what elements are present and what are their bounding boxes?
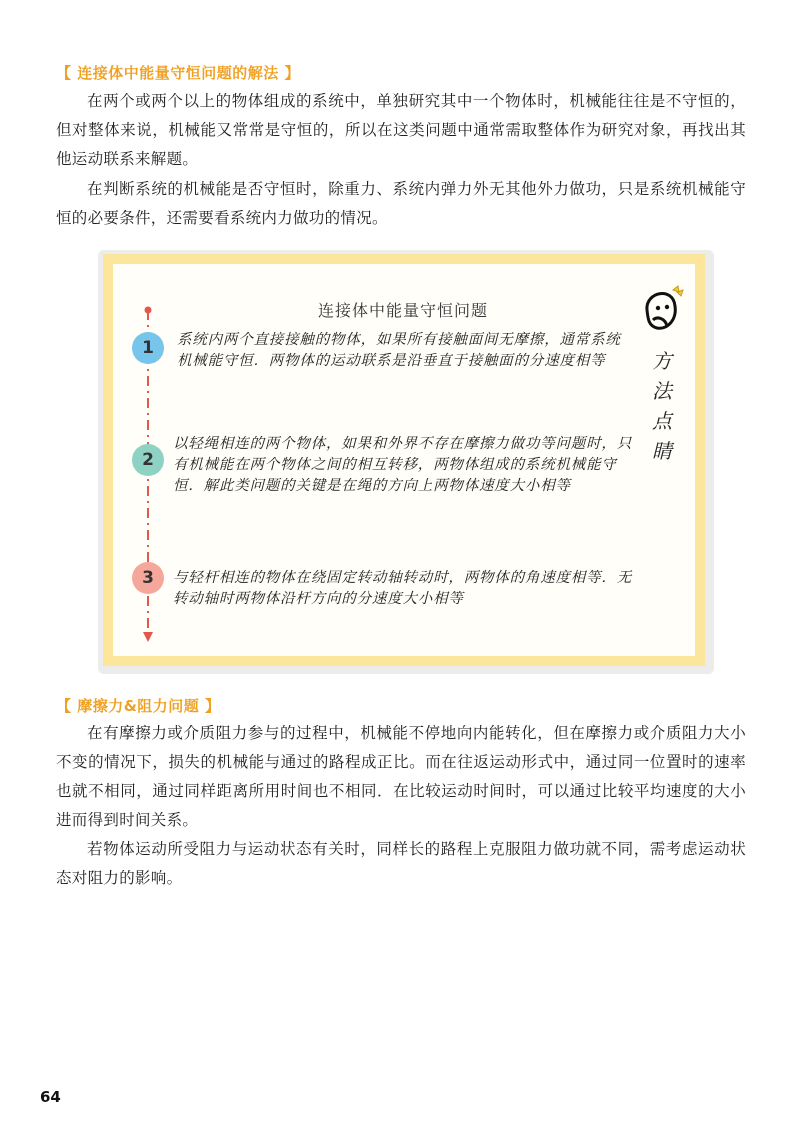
item-text-1: 系统内两个直接接触的物体，如果所有接触面间无摩擦，通常系统机械能守恒．两物体的运动联系是沿垂直于接触面的分速度相等	[177, 332, 621, 369]
item-text-2: 以轻绳相连的两个物体，如果和外界不存在摩擦力做功等问题时，只有机械能在两个物体之间的相互转移，两物体组成的系统机械能守恒．解此类问题的关键是在绳的方向上两物体速度大小相等	[173, 436, 632, 494]
thinking-character-icon	[637, 280, 687, 340]
section1-paragraph-1: 在两个或两个以上的物体组成的系统中，单独研究其中一个物体时，机械能往往是不守恒的，但对整体来说，机械能又常常是守恒的，所以在这类问题中通常需取整体作为研究对象，再找出其他运动联系来解题。	[56, 92, 746, 168]
section2-paragraph-2: 若物体运动所受阻力与运动状态有关时，同样长的路程上克服阻力做功就不同，需考虑运动状态对阻力的影响。	[56, 840, 746, 887]
method-card	[103, 254, 705, 666]
item-text-3: 与轻杆相连的物体在绕固定转动轴转动时，两物体的角速度相等．无转动轴时两物体沿杆方向的分速度大小相等	[173, 570, 632, 607]
item-number-3: 3	[132, 562, 164, 594]
side-label: 方法点睛	[652, 349, 672, 463]
section2-heading: 【 摩擦力&阻力问题 】	[56, 697, 221, 715]
page-number: 64	[40, 1088, 61, 1106]
item-number-1: 1	[132, 332, 164, 364]
card-title: 连接体中能量守恒问题	[317, 301, 488, 320]
card-inner	[113, 264, 695, 656]
section2-paragraph-1: 在有摩擦力或介质阻力参与的过程中，机械能不停地向内能转化，但在摩擦力或介质阻力大小不变的情况下，损失的机械能与通过的路程成正比。而在往返运动形式中，通过同一位置时的速率也就不相同，通过同样距离所用时间也不相同．在比较运动时间时，可以通过比较平均速度的大小进而得到时间关系。	[56, 724, 746, 829]
section1-paragraph-2: 在判断系统的机械能是否守恒时，除重力、系统内弹力外无其他外力做功，只是系统机械能守恒的必要条件，还需要看系统内力做功的情况。	[56, 180, 746, 227]
section1-heading: 【 连接体中能量守恒问题的解法 】	[56, 64, 300, 82]
item-number-2: 2	[132, 444, 164, 476]
